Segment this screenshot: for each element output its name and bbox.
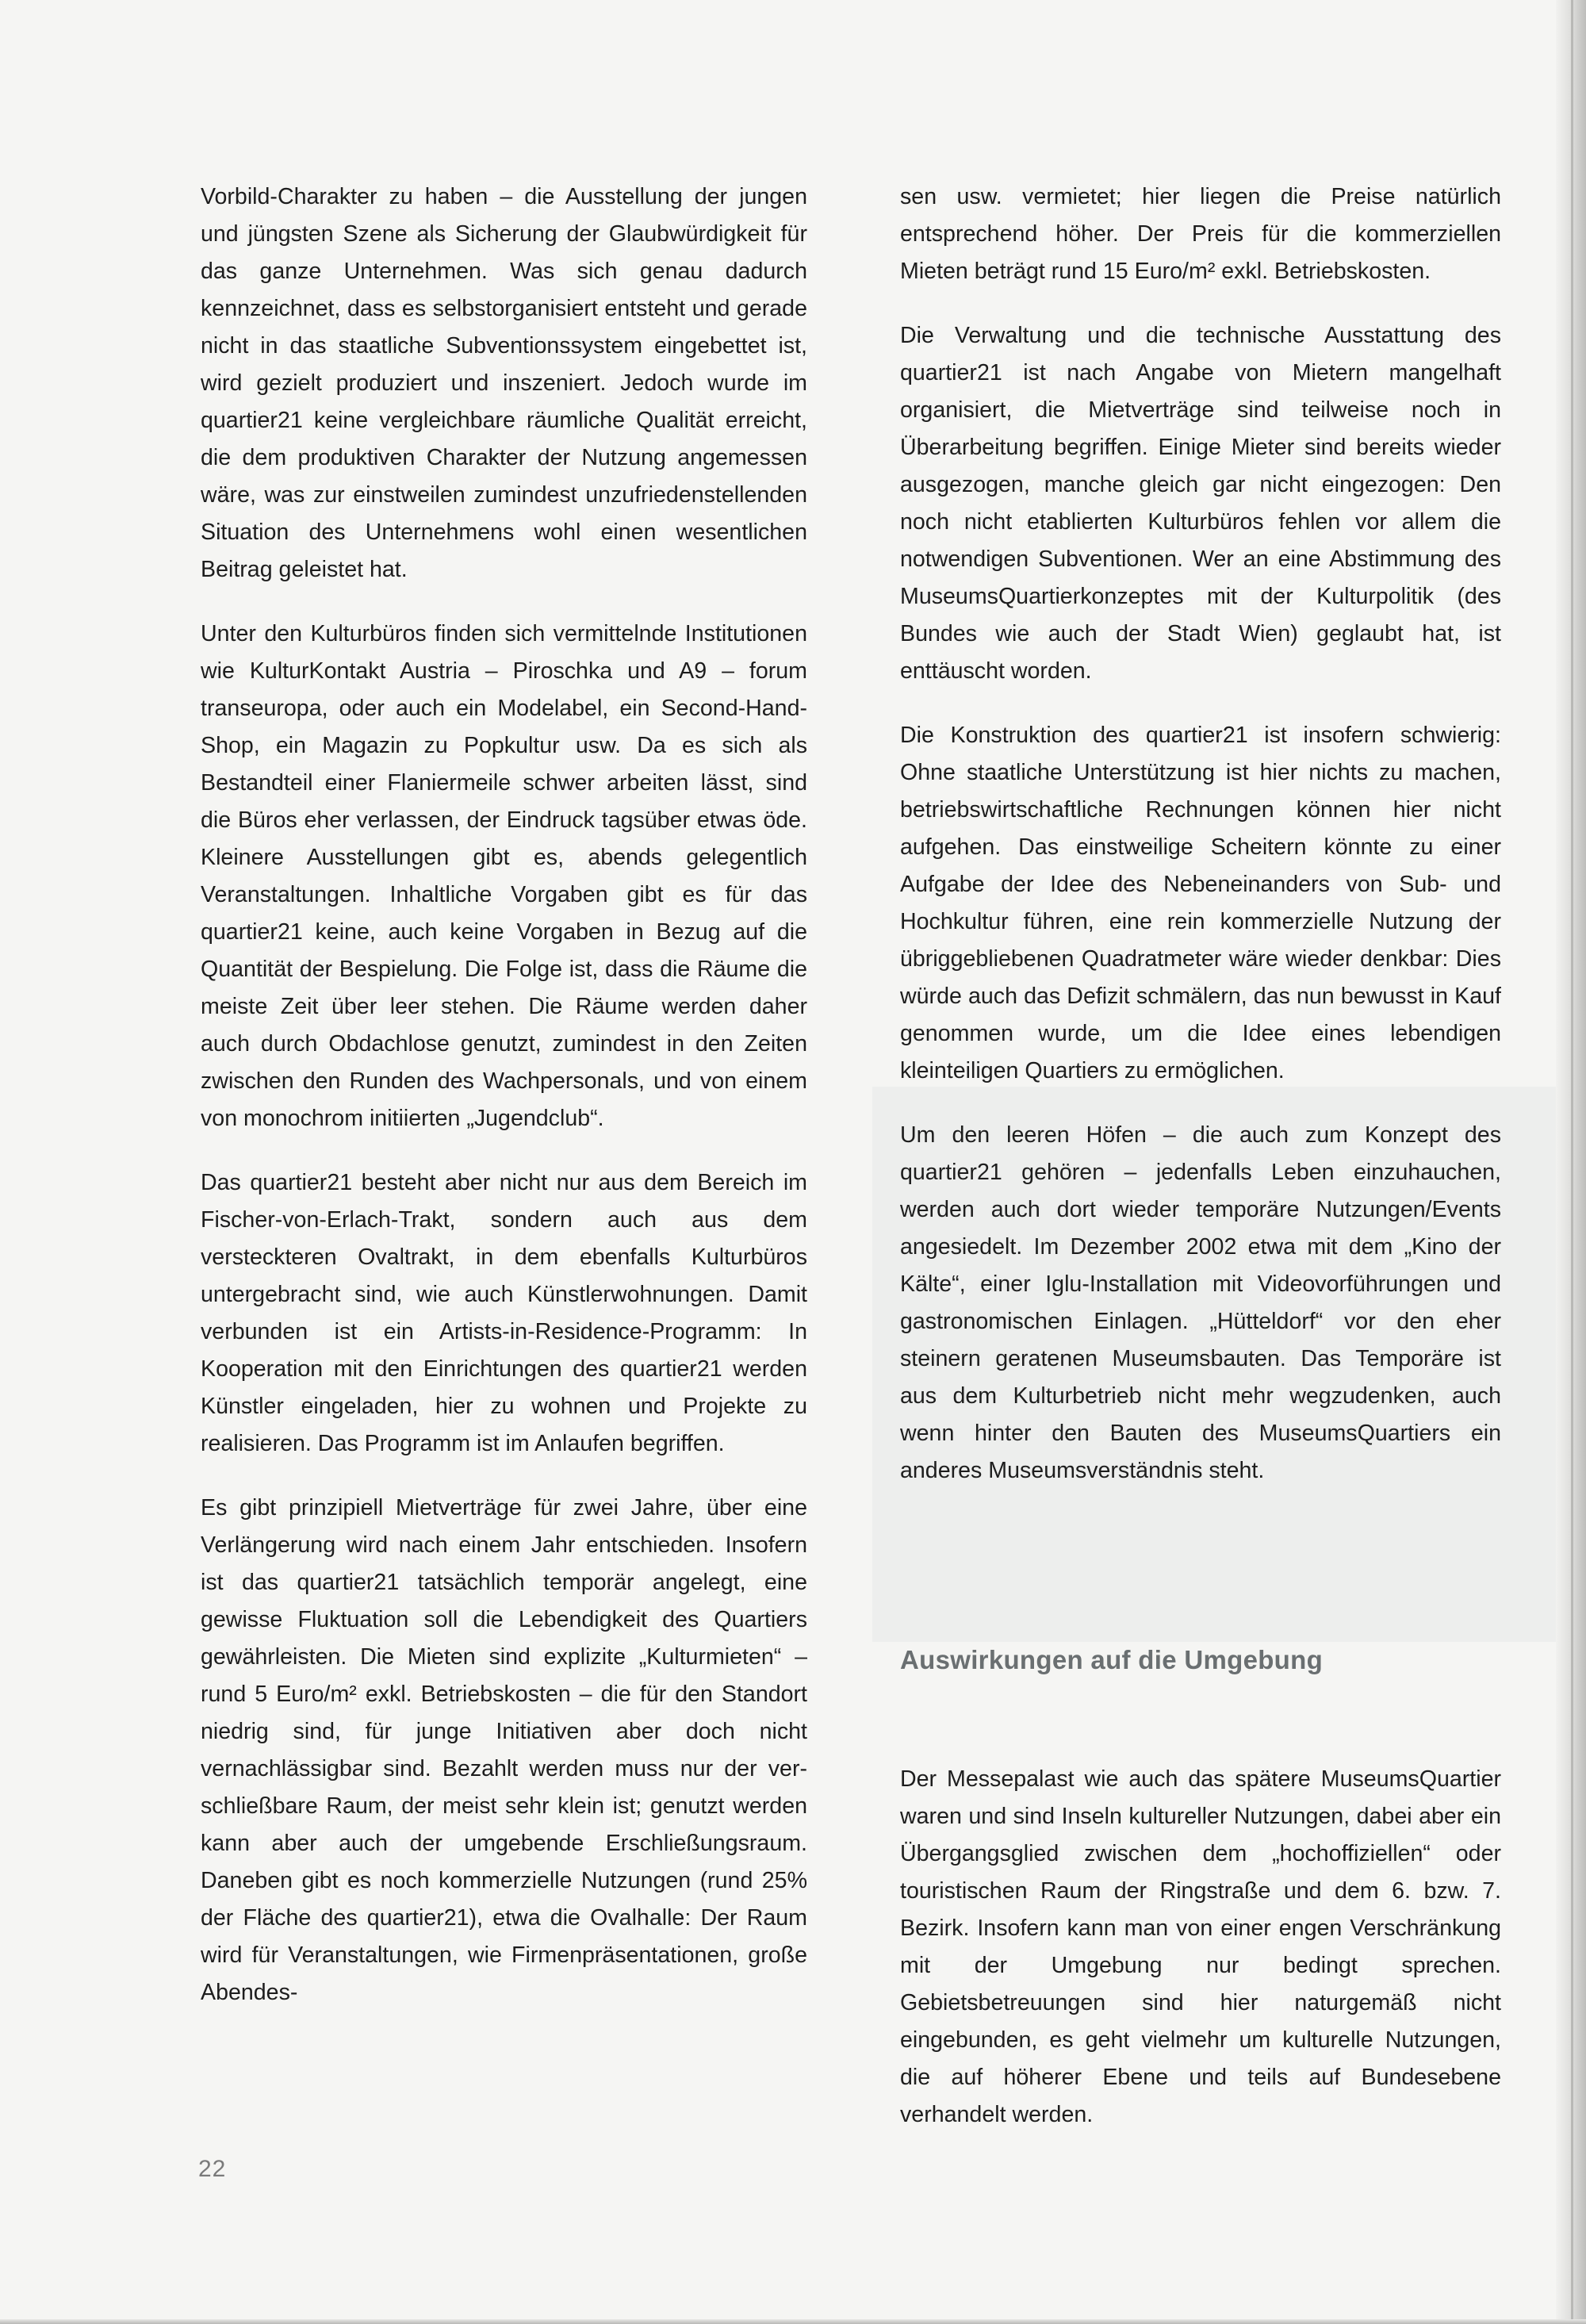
bottom-edge <box>0 2319 1586 2324</box>
section-heading: Auswirkungen auf die Umgebung <box>900 1645 1324 1674</box>
binding-line <box>1571 0 1573 2324</box>
page-number: 22 <box>198 2156 227 2182</box>
left-paragraph-2: Unter den Kulturbüros finden sich vermittelnde Institutionen wie KulturKontakt Austria – Piroschka und A9 – forum transeuropa, oder auch ein Modelabel, ein Second-Hand-Shop, ein Magazin zu Popkultur usw. Da es sich als Bestandteil einer Flaniermeile schwer arbeiten lässt, sind die Büros eher verlassen, der Eindruck tagsüber etwas öde. Kleinere Ausstellungen gibt es, abends gelegentlich Veranstaltungen. Inhaltliche Vorgaben gibt es für das quartier21 keine, auch keine Vorgaben in Bezug auf die Quantität der Bespielung. Die Folge ist, dass die Räume die meiste Zeit über leer stehen. Die Räume werden daher auch durch Obdachlose genutzt, zumindest in den Zeiten zwischen den Runden des Wachpersonals, und von einem von monochrom initiierten „Jugendclub“. <box>201 621 807 1131</box>
right-paragraph-2: Die Verwaltung und die technische Ausstattung des quartier21 ist nach Angabe von Mietern mangelhaft organisiert, die Mietverträge sind teilweise noch in Überarbeitung begriffen. Einige Mieter sind bereits wieder ausgezogen, manche gleich gar nicht eingezogen: Den noch nicht etablierten Kulturbüros fehlen vor allem die notwendigen Subventionen. Wer an eine Abstimmung des MuseumsQuartierkonzeptes mit der Kulturpolitik (des Bundes wie auch der Stadt Wien) geglaubt hat, ist enttäuscht worden. <box>900 323 1501 684</box>
right-column <box>900 178 1501 1517</box>
right-column-lower <box>900 1761 1501 2161</box>
left-paragraph-4: Es gibt prinzipiell Mietverträge für zwei Jahre, über eine Verlängerung wird nach einem Jahr entschieden. Insofern ist das quartier21 tatsächlich temporär angelegt, eine gewisse Fluktuation soll die Lebendigkeit des Quartiers gewährleisten. Die Mieten sind explizite „Kulturmieten“ – rund 5 Euro/m² exkl. Betriebskosten – die für den Standort niedrig sind, für junge Initiativen aber doch nicht vernachlässigbar sind. Bezahlt werden muss nur der verschließbare Raum, der meist sehr klein ist; genutzt werden kann aber auch der umgebende Erschließungsraum. Daneben gibt es noch kommerzielle Nutzungen (rund 25% der Fläche des quartier21), etwa die Ovalhalle: Der Raum wird für Veranstaltungen, wie Firmenpräsentationen, große Abendes- <box>201 1495 807 2005</box>
right-paragraph-4: Um den leeren Höfen – die auch zum Konzept des quartier21 gehören – jedenfalls Leben einzuhauchen, werden auch dort wieder temporäre Nutzungen/Events angesiedelt. Im Dezember 2002 etwa mit dem „Kino der Kälte“, einer Iglu-Installation mit Videovorführungen und gastronomischen Einlagen. „Hütteldorf“ vor den eher steinern geratenen Museumsbauten. Das Temporäre ist aus dem Kulturbetrieb nicht mehr wegzudenken, auch wenn hinter den Bauten des MuseumsQuartiers ein anderes Museumsverständnis steht. <box>900 1122 1501 1483</box>
left-column <box>201 178 807 2038</box>
left-paragraph-3: Das quartier21 besteht aber nicht nur aus dem Bereich im Fischer-von-Erlach-Trakt, sondern auch aus dem versteckteren Ovaltrakt, in dem ebenfalls Kulturbüros untergebracht sind, wie auch Künstlerwohnungen. Damit verbunden ist ein Artists-in-Residence-Programm: In Kooperation mit den Einrichtungen des quartier21 werden Künstler eingeladen, hier zu wohnen und Projekte zu realisieren. Das Programm ist im Anlaufen begriffen. <box>201 1170 807 1456</box>
right-paragraph-1: sen usw. vermietet; hier liegen die Preise natürlich entsprechend höher. Der Preis für die kommerziellen Mieten beträgt rund 15 Euro/m² exkl. Betriebskosten. <box>900 184 1501 284</box>
left-paragraph-1: Vorbild-Charakter zu haben – die Ausstellung der jungen und jüngsten Szene als Sicherung der Glaubwürdigkeit für das ganze Unternehmen. Was sich genau dadurch kennzeichnet, dass es selbstorganisiert entsteht und gerade nicht in das staatliche Subventionssystem eingebettet ist, wird gezielt produziert und inszeniert. Jedoch wurde im quartier21 keine vergleichbare räumliche Qualität erreicht, die dem produktiven Charakter der Nutzung angemessen wäre, was zur einstweilen zumindest unzufriedenstellenden Situation des Unternehmens wohl einen wesentlichen Beitrag geleistet hat. <box>201 184 807 582</box>
right-paragraph-5: Der Messepalast wie auch das spätere MuseumsQuartier waren und sind Inseln kultureller Nutzungen, dabei aber ein Übergangsglied zwischen dem „hochoffiziellen“ oder touristischen Raum der Ringstraße und dem 6. bzw. 7. Bezirk. Insofern kann man von einer engen Verschränkung mit der Umgebung nur bedingt sprechen. Gebietsbetreuungen sind hier naturgemäß nicht eingebunden, es geht vielmehr um kulturelle Nutzungen, die auf höherer Ebene und teils auf Bundesebene verhandelt werden. <box>900 1766 1501 2127</box>
right-paragraph-3: Die Konstruktion des quartier21 ist insofern schwierig: Ohne staatliche Unterstützung ist hier nichts zu machen, betriebswirtschaftliche Rechnungen können hier nicht aufgehen. Das einstweilige Scheitern könnte zu einer Aufgabe der Idee des Nebeneinanders von Sub- und Hochkultur führen, eine rein kommerzielle Nutzung der übriggebliebenen Quadratmeter wäre wieder denkbar: Dies würde auch das Defizit schmälern, das nun bewusst in Kauf genommen wurde, um die Idee eines lebendigen kleinteiligen Quartiers zu ermöglichen. <box>900 723 1501 1083</box>
